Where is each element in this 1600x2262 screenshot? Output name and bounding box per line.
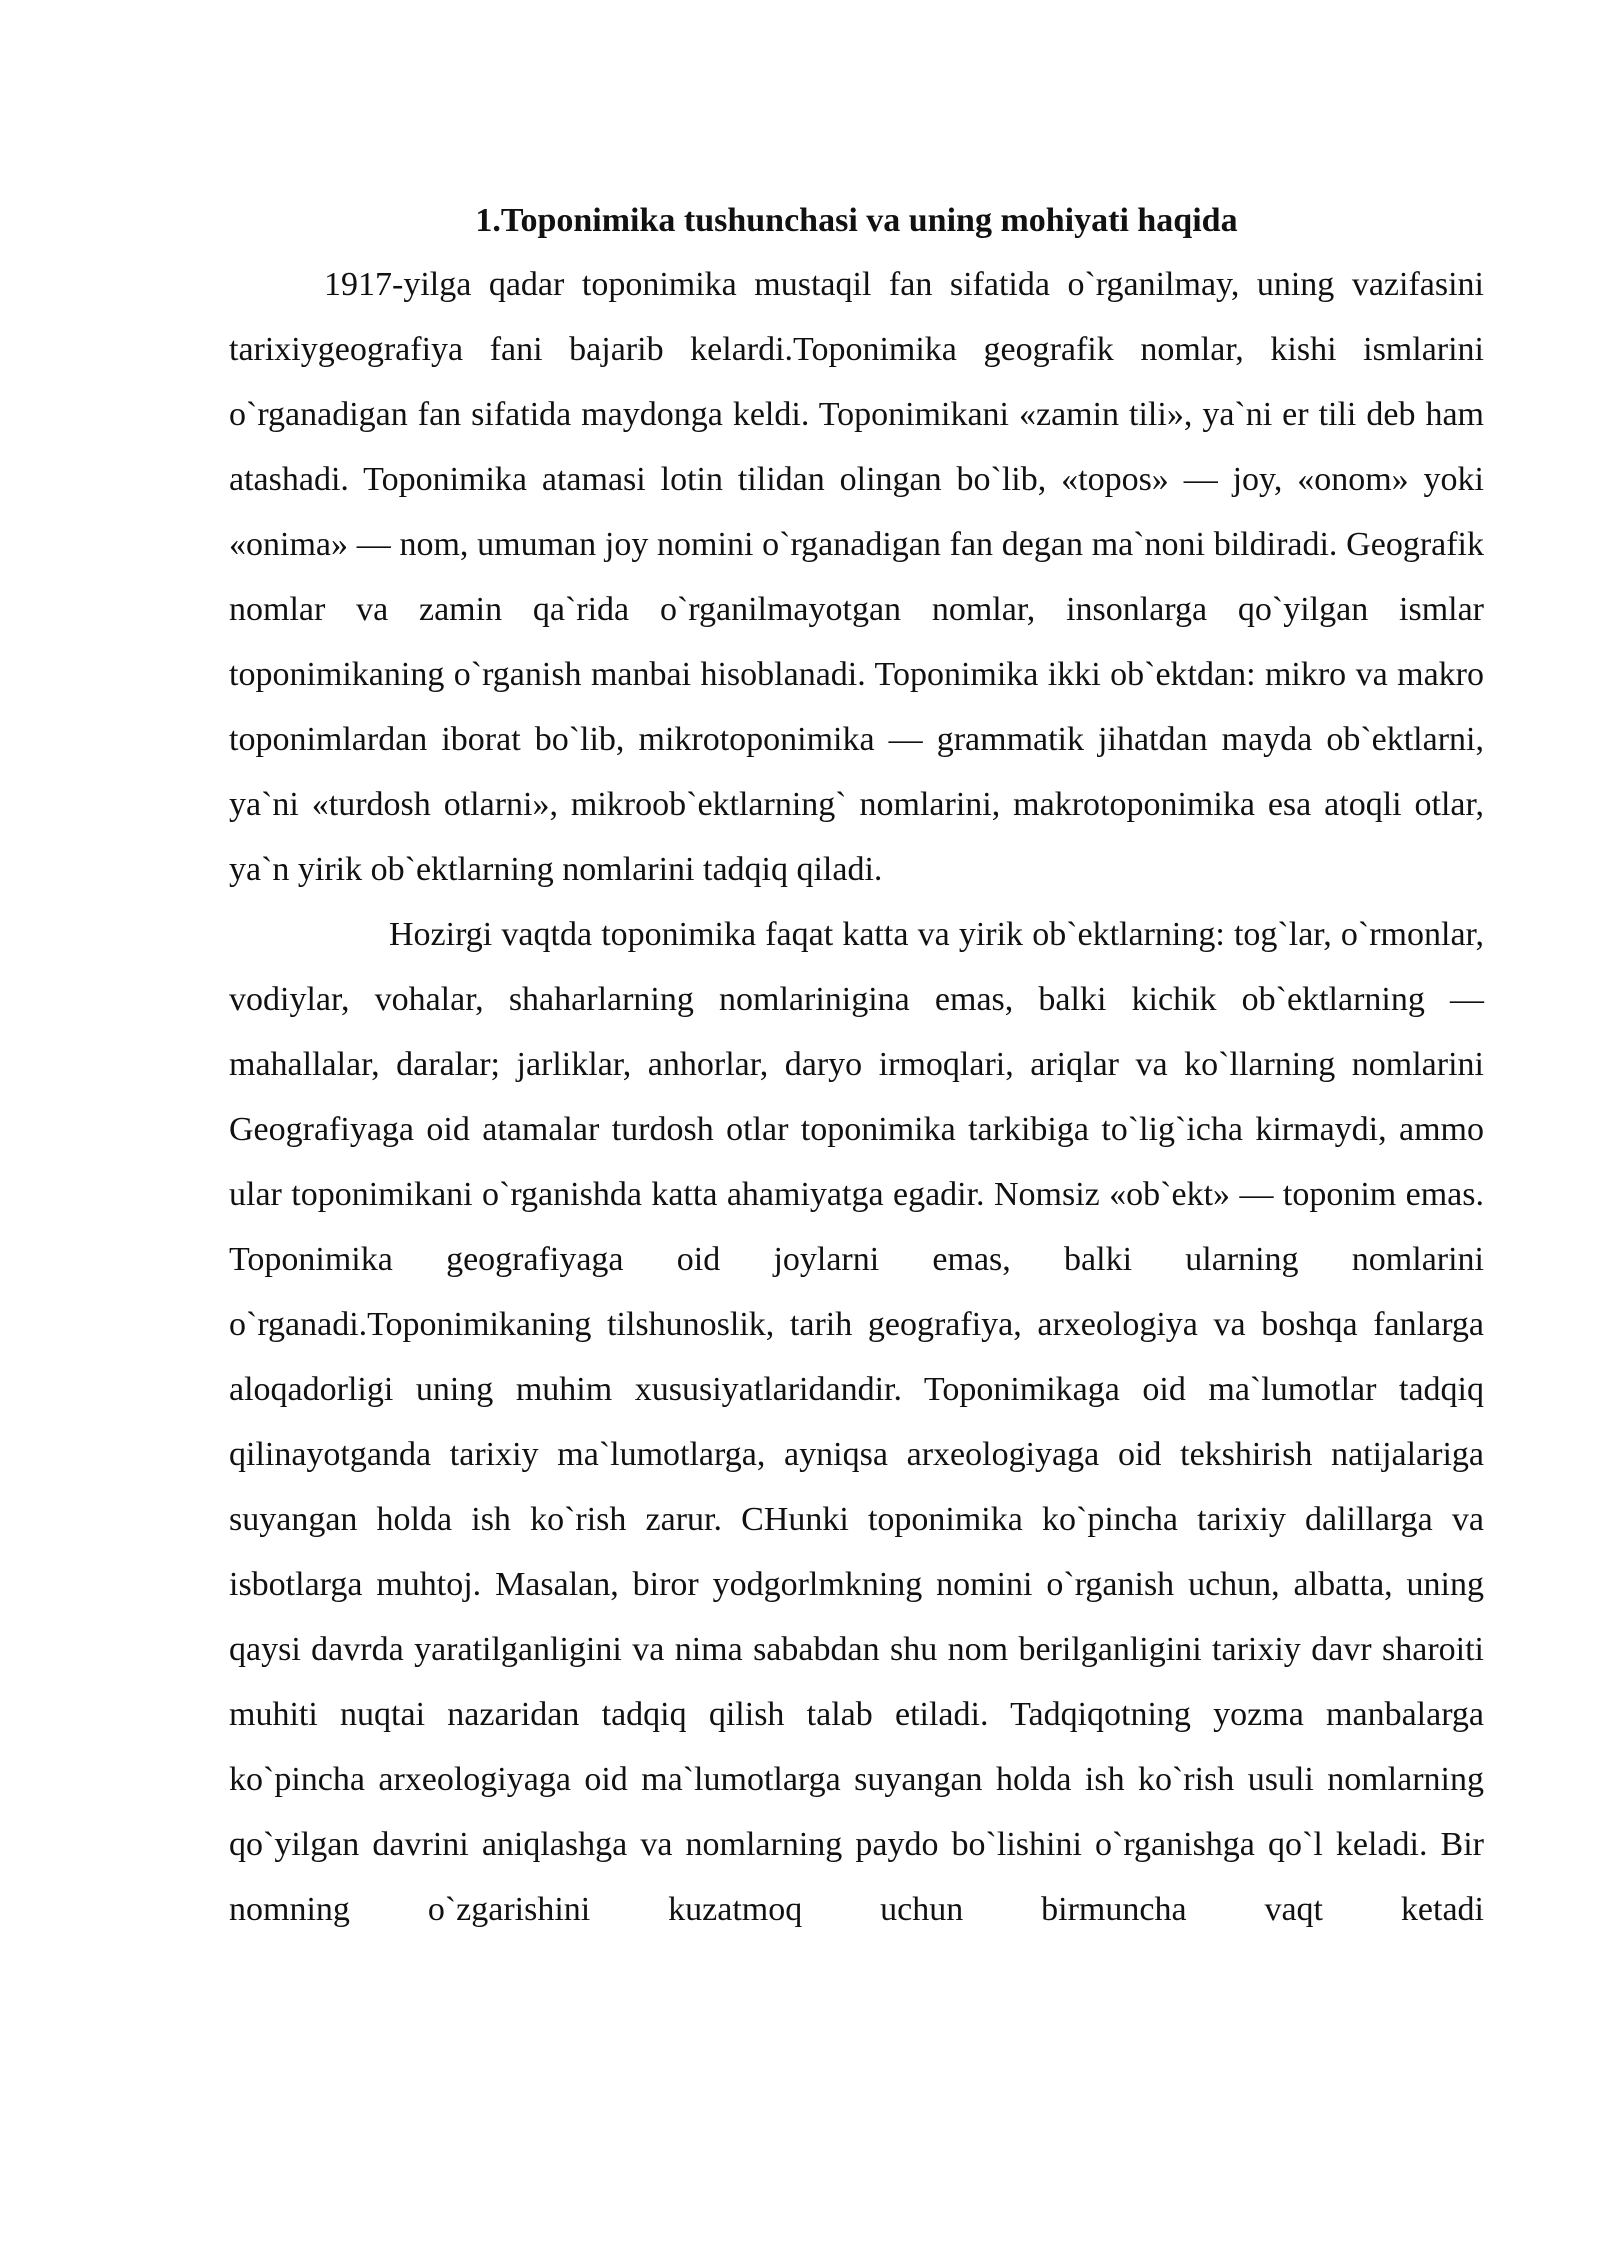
- document-body: [229, 190, 1484, 1942]
- paragraph-1: 1917-yilga qadar toponimika mustaqil fan sifatida o`rganilmay, uning vazifasini tarixiygeografiya fani bajarib kelardi.Toponimika geografik nomlar, kishi ismlarini o`rganadigan fan sifatida maydonga keldi. Toponimikani «zamin tili», ya`ni er tili deb ham atashadi. Toponimika atamasi lotin tilidan olingan bo`lib, «topos» — joy, «onom» yoki «onima» — nom, umuman joy nomini o`rganadigan fan degan ma`noni bildiradi. Geografik nomlar va zamin qa`rida o`rganilmayotgan nomlar, insonlarga qo`yilgan ismlar toponimikaning o`rganish manbai hisoblanadi. Toponimika ikki ob`ektdan: mikro va makro toponimlardan iborat bo`lib, mikrotoponimika — grammatik jihatdan mayda ob`ektlarni, ya`ni «turdosh otlarni», mikroob`ektlarning` nomlarini, makrotoponimika esa atoqli otlar, ya`n yirik ob`ektlarning nomlarini tadqiq qiladi.: [229, 266, 1484, 888]
- paragraph-2: Hozirgi vaqtda toponimika faqat katta va yirik ob`ektlarning: tog`lar, o`rmonlar, vodiylar, vohalar, shaharlarning nomlarinigina emas, balki kichik ob`ektlarning — mahallalar, daralar; jarliklar, anhorlar, daryo irmoqlari, ariqlar va ko`llarning nomlarini Geografiyaga oid atamalar turdosh otlar toponimika tarkibiga to`lig`icha kirmaydi, ammo ular toponimikani o`rganishda katta ahamiyatga egadir. Nomsiz «ob`ekt» — toponim emas. Toponimika geografiyaga oid joylarni emas, balki ularning nomlarini o`rganadi.Toponimikaning tilshunoslik, tarih geografiya, arxeologiya va boshqa fanlarga aloqadorligi uning muhim xususiyatlaridandir. Toponimikaga oid ma`lumotlar tadqiq qilinayotganda tarixiy ma`lumotlarga, ayniqsa arxeologiyaga oid tekshirish natijalariga suyangan holda ish ko`rish zarur. CHunki toponimika ko`pincha tarixiy dalillarga va isbotlarga muhtoj. Masalan, biror yodgorlmkning nomini o`rganish uchun, albatta, uning qaysi davrda yaratilganligini va nima sababdan shu nom berilganligini tarixiy davr sharoiti muhiti nuqtai nazaridan tadqiq qilish talab etiladi. Tadqiqotning yozma manbalarga ko`pincha arxeologiyaga oid ma`lumotlarga suyangan holda ish ko`rish usuli nomlarning qo`yilgan davrini aniqlashga va nomlarning paydo bo`lishini o`rganishga qo`l keladi. Bir nomning o`zgarishini kuzatmoq uchun birmuncha vaqt ketadi: [229, 916, 1484, 1928]
- document-title: 1.Toponimika tushunchasi va uning mohiyati haqida: [475, 202, 1238, 239]
